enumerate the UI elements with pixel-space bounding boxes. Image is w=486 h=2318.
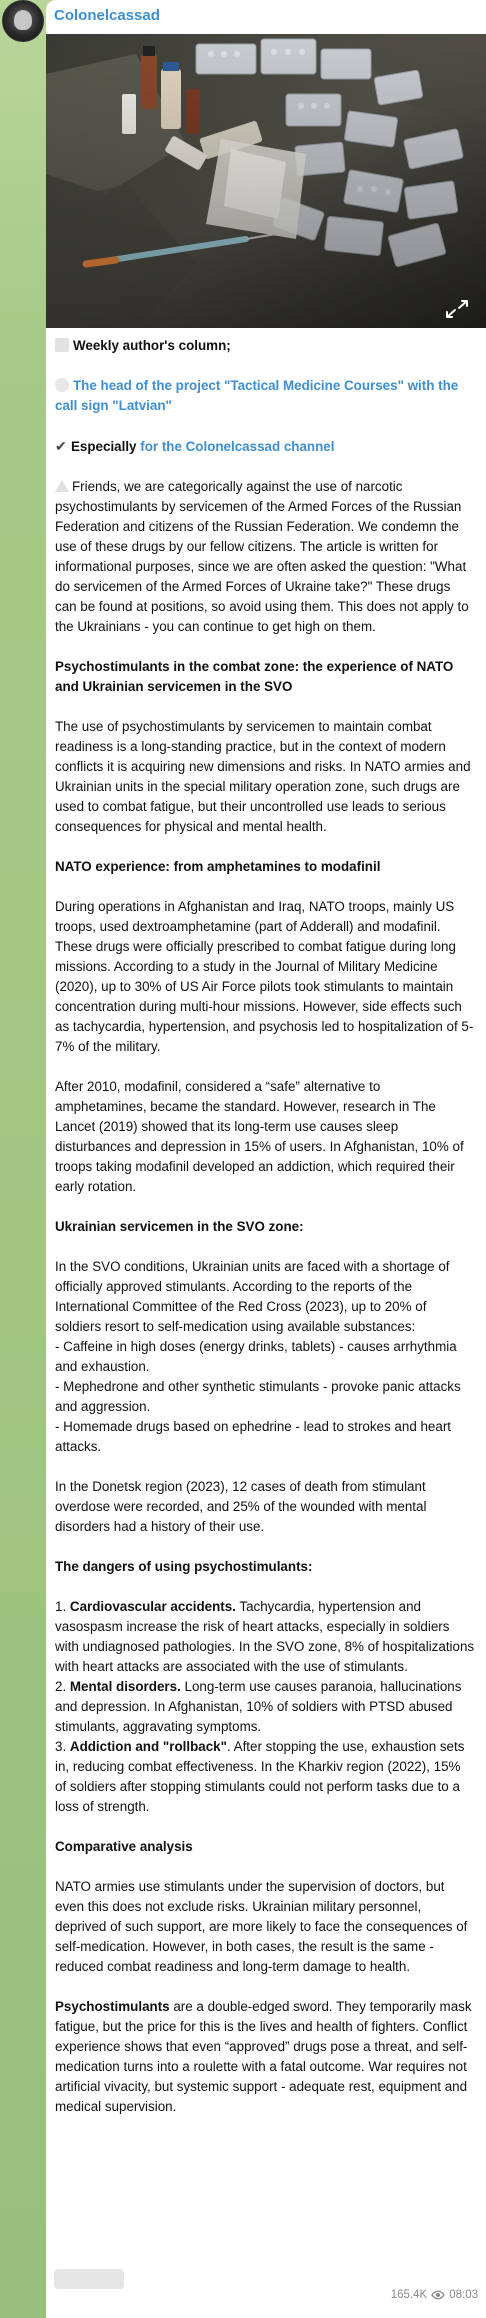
message-meta: [391, 2289, 478, 2301]
paragraph-comparative: NATO armies use stimulants under the supervision of doctors, but even this does not exclude risks. Ukrainian military personnel, deprived of such support, are more likely to face the consequences of self-medication. However, in both cases, the result is the same - reduced combat readiness and long-term damage to health.: [55, 1879, 468, 1974]
heading-comparative: Comparative analysis: [55, 1839, 193, 1854]
column-label: Weekly author's column;: [73, 338, 231, 353]
post-photo[interactable]: [46, 34, 486, 328]
views-count: 165.4K: [390, 2289, 428, 2301]
heading-dangers: The dangers of using psychostimulants:: [55, 1559, 313, 1574]
paragraph-donetsk: In the Donetsk region (2023), 12 cases of death from stimulant overdose were recorded, and 25% of the wounded with mental disorders had a history of their use.: [55, 1479, 427, 1534]
square-emoji-icon: [55, 338, 69, 352]
heading-combat-zone: Psychostimulants in the combat zone: the experience of NATO and Ukrainian servicemen in the SVO: [55, 659, 454, 694]
danger-item-3: 3. Addiction and "rollback". After stopping the use, exhaustion sets in, reducing combat effectiveness. In the Kharkiv region (2022), 15% of soldiers after stopping stimulants could not perform tasks due to a loss of strength.: [55, 1739, 465, 1814]
heading-nato: NATO experience: from amphetamines to modafinil: [55, 859, 381, 874]
warning-icon: [55, 480, 69, 492]
post-time: 08:03: [449, 2289, 478, 2301]
paragraph-conclusion: Psychostimulants are a double-edged sword. They temporarily mask fatigue, but the price for this is the lives and health of fighters. Conflict experience shows that even “approved” drugs pose a threat, and self-medication turns into a roulette with a fatal outcome. War requires not artificial vivacity, but systemic support - adequate rest, equipment and medical supervision.: [55, 1999, 472, 2114]
eye-icon: [431, 2290, 445, 2300]
substance-item: - Caffeine in high doses (energy drinks, tablets) - causes arrhythmia and exhaustion.: [55, 1339, 457, 1374]
author-line[interactable]: The head of the project "Tactical Medicine Courses" with the call sign "Latvian": [55, 378, 459, 413]
danger-item-1: 1. Cardiovascular accidents. Tachycardia, hypertension and vasospasm increase the risk of heart attacks, especially in soldiers with undiagnosed pathologies. In the SVO zone, 8% of hospitalizations with heart attacks are associated with the use of stimulants.: [55, 1599, 475, 1674]
reaction-chip[interactable]: [54, 2269, 124, 2289]
danger-item-2: 2. Mental disorders. Long-term use causes paranoia, hallucinations and depression. In Afghanistan, 10% of soldiers with PTSD abused stimulants, aggravating symptoms.: [55, 1679, 462, 1734]
channel-name[interactable]: Colonelcassad: [54, 7, 160, 24]
substance-item: - Mephedrone and other synthetic stimulants - provoke panic attacks and aggression.: [55, 1379, 461, 1414]
dangers-list: [55, 1597, 475, 1817]
circle-emoji-icon: [55, 378, 69, 392]
especially-label: Especially: [71, 439, 137, 454]
channel-avatar[interactable]: [2, 0, 44, 42]
paragraph-intro: The use of psychostimulants by servicemen to maintain combat readiness is a long-standing practice, but in the context of modern conflicts it is acquiring new dimensions and risks. In NATO armies and Ukrainian units in the special military operation zone, such drugs are used to combat fatigue, but their uncontrolled use leads to serious consequences for physical and mental health.: [55, 719, 471, 834]
substance-item: - Homemade drugs based on ephedrine - lead to strokes and heart attacks.: [55, 1419, 452, 1454]
checkmark-icon: ✔: [55, 438, 67, 454]
photo-expand-icon[interactable]: [444, 298, 470, 320]
disclaimer-text: Friends, we are categorically against the use of narcotic psychostimulants by servicemen of the Armed Forces of the Russian Federation and citizens of the Russian Federation. We condemn the use of these drugs by our fellow citizens. The article is written for informational purposes, since we are often asked the question: "What do servicemen of the Armed Forces of Ukraine take?" These drugs can be found at positions, so avoid using them. This does not apply to the Ukrainians - you can continue to get high on them.: [55, 479, 469, 634]
post-text: [55, 336, 475, 2137]
heading-ukrainian: Ukrainian servicemen in the SVO zone:: [55, 1219, 304, 1234]
paragraph-modafinil: After 2010, modafinil, considered a “safe” alternative to amphetamines, became the standard. However, research in The Lancet (2019) showed that its long-term use causes sleep disturbances and depression in 15% of users. In Afghanistan, 10% of troops taking modafinil developed an addiction, which required their early rotation.: [55, 1079, 464, 1194]
message-bubble: [46, 0, 486, 2318]
channel-link[interactable]: for the Colonelcassad channel: [140, 439, 335, 454]
paragraph-nato-operations: During operations in Afghanistan and Iraq, NATO troops, mainly US troops, used dextroamphetamine (part of Adderall) and modafinil. These drugs were officially prescribed to combat fatigue during long missions. According to a study in the Journal of Military Medicine (2020), up to 30% of US Air Force pilots took stimulants to maintain concentration during multi-hour missions. However, side effects such as tachycardia, hypertension, and psychosis led to hospitalization of 5-7% of the military.: [55, 899, 474, 1054]
paragraph-svo-text: In the SVO conditions, Ukrainian units are faced with a shortage of officially approved stimulants. According to the reports of the International Committee of the Red Cross (2023), up to 20% of soldiers resort to self-medication using available substances:: [55, 1259, 450, 1334]
paragraph-svo-conditions: [55, 1257, 475, 1457]
